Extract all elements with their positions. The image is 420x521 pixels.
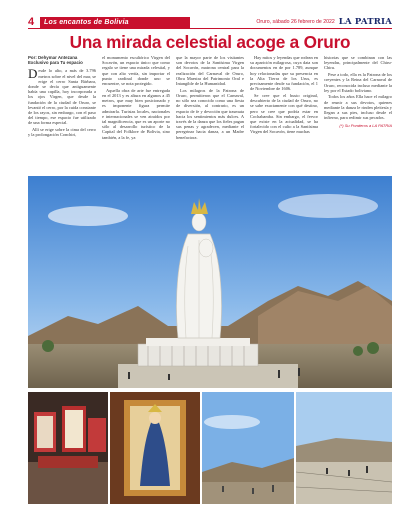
paragraph: Hay mitos y leyendas que rodean en su aparición milagrosa, cuya data son documentos en de por 1.789, aunque hoy relacionadas que su presencia en la Alta Tierra de los Urus, es precisamente desde su fundación, el 1 de Noviembre de 1606.: [250, 55, 318, 92]
byline: Por: Dehymar Antezana: [28, 55, 78, 60]
paragraph: Aquella obra de arte fue entregada en el 2013 y es altura en algunos a 45 metros, que muy bien posicionado y es imponente figura permite admirarla. Turistas locales, nacionales e internacionales se ven atraídos por tal magnificencia, que es un aporte no sólo al desarrollo turístico de la Capital del Folklore de Bolivia, sino también, a la fe, ya: [102, 87, 170, 140]
column-1: [28, 55, 96, 172]
page-header: [28, 16, 392, 28]
gallery-photo-interior: [28, 392, 108, 504]
headline: Una mirada celestial acoge a Oruro: [69, 32, 351, 52]
article-body: [28, 55, 392, 172]
column-5: [324, 55, 392, 172]
page-number: 4: [28, 16, 35, 28]
header-rule: [28, 28, 392, 29]
main-photo: [28, 176, 392, 388]
gallery-photo-panorama: [296, 392, 392, 504]
city-view-image: [296, 392, 392, 504]
museum-interior-image: [28, 392, 108, 504]
gallery-photo-painting: [110, 392, 200, 504]
paragraph: Desde lo alto, a más de 3.796 metros sobre el nivel del mar, se erige el cerro Santa Bárbara, donde se decía que antiguamente había una capilla, hoy incorporada a los ojos Virgen, que desde la fundación de la ciudad de Oruro, se levantó el cerro, por la cuida constante de los rayos, sin embargo, con el paso del tiempo, ese espacio fue utilizado de una forma especial.: [28, 66, 96, 126]
paragraph: que la mayor parte de los visitantes son devotos de la Santísima Virgen del Socavón, matrona central para la realización del Carnaval de Oruro, Obra Maestra del Patrimonio Oral e Intangible de la Humanidad.: [176, 55, 244, 87]
virgin-painting-image: [110, 392, 200, 504]
paragraph: historias que se combinan con las leyendas, principalmente del Chiru-Chiru.: [324, 55, 392, 71]
paragraph: Se cree que el busto original, descubierto de la ciudad de Oruro, no se sabe exactamente con qué destino, pero se cree que podría estar en Cochabamba. Sin embargo, el fervor que existe en la actualidad, se ha fortalecido con el culto a la Santísima Virgen del Socavón, tiene muchas: [250, 92, 318, 135]
newspaper-logo: LA PATRIA: [338, 17, 392, 27]
paragraph: Todos los años Ella hace el milagro de reunir a sus devotos, quienes mediante la danza le rinden pleitesía y llegan a sus pies, incluso desde el infierno, para redimir sus pecados.: [324, 94, 392, 121]
byline-subtitle: Exclusivo para Tu espacio: [28, 60, 83, 66]
paragraph: Pese a todo, ella es la Patrona de los creyentes y la Reina del Carnaval de Oruro, reconocida incluso mediante la ley por el Estado boliviano.: [324, 72, 392, 93]
paragraph: Allí se erige sobre la cima del cerro y la prolongación Conchiri,: [28, 127, 96, 138]
photo-gallery: [28, 392, 392, 504]
statue-hill-image: [202, 392, 294, 504]
drop-cap: D: [28, 66, 38, 82]
paragraph: el monumento escultórico Virgen del Socavón, un espacio único que como regalo se tiene una mirada celestial, y que con alto vertía, sin importar el punto cardinal donde uno se encuentre, se nota protegido.: [102, 55, 170, 87]
column-3: [176, 55, 244, 172]
paragraph: Los milagros de la Patrona de Oruro, permitieron que el Carnaval, no sólo sea conocido como una fiesta de diversión, al contrario, es un espacio de fe y devoción que trasmuta hacia los sentimientos más dulces. A través de la danza que los fieles pagan sus penas y agradecen, mediante el peregrinar hacia danza, a un Madre benefactora.: [176, 87, 244, 140]
gallery-photo-sky: [202, 392, 294, 504]
section-title: Los encantos de Bolivia: [40, 17, 190, 28]
dateline: Oruro, sábado 26 febrero de 2022: [256, 19, 335, 25]
photo-credit: (*) Su Ponderos a LA PATRIA: [339, 123, 392, 129]
column-4: [250, 55, 318, 172]
virgin-statue-image: [28, 176, 392, 388]
column-2: [102, 55, 170, 172]
